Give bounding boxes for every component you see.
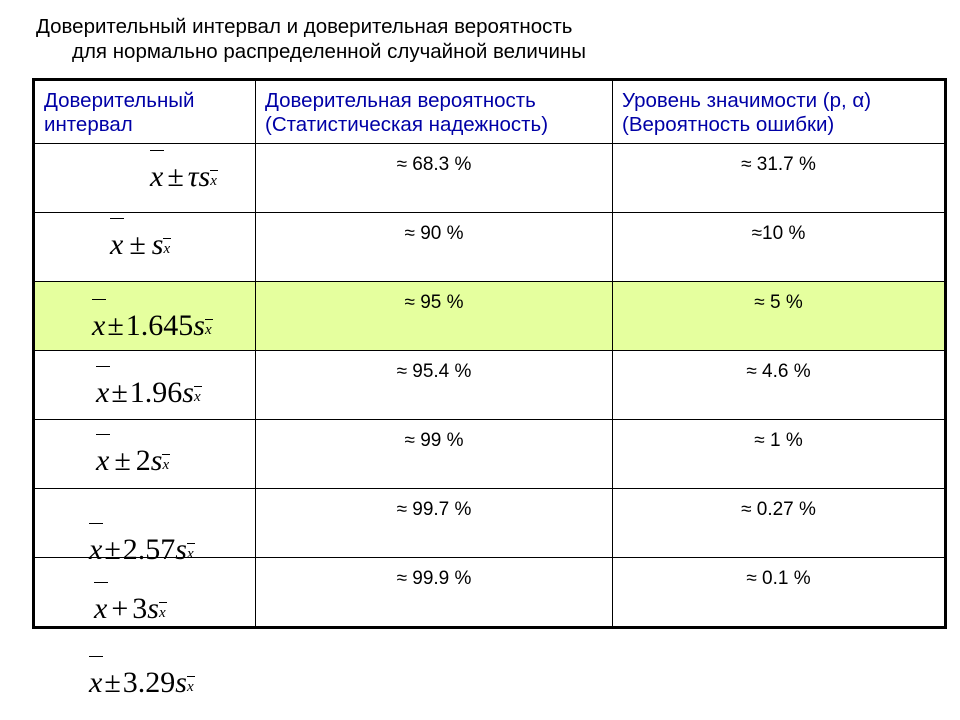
significance-value: ≈ 5 % <box>754 292 803 313</box>
header-cell-probability <box>256 80 613 144</box>
formula-s: s <box>147 592 159 625</box>
significance-value: ≈ 0.1 % <box>746 568 811 589</box>
significance-value: ≈ 1 % <box>754 430 803 451</box>
significance-cell <box>613 144 946 213</box>
formula-subscript: x <box>186 679 194 695</box>
formula-s: s <box>175 666 187 699</box>
table-header-row <box>34 80 946 144</box>
header-probability-line-1: Доверительная вероятность <box>265 89 536 112</box>
formula-subscript: x <box>204 322 212 338</box>
formula-subscript: x <box>210 173 217 189</box>
header-significance-line-2: (Вероятность ошибки) <box>622 113 835 136</box>
header-interval-line-2: интервал <box>44 113 133 136</box>
formula-operator: ± <box>167 160 184 193</box>
interval-formula <box>89 533 194 567</box>
formula-mean-x: x <box>96 444 110 477</box>
formula-subscript: x <box>158 605 166 621</box>
formula-subscript: x <box>186 546 194 562</box>
probability-cell <box>256 489 613 558</box>
header-interval-line-1: Доверительный <box>44 89 195 112</box>
probability-value: ≈ 95 % <box>404 292 464 313</box>
formula-coefficient: 3.29 <box>122 666 176 699</box>
probability-cell <box>256 213 613 282</box>
interval-formula <box>96 376 201 410</box>
interval-formula <box>96 444 170 478</box>
probability-cell <box>256 144 613 213</box>
formula-s: s <box>198 160 211 193</box>
title-line-2: для нормально распределенной случайной величины <box>72 40 586 63</box>
probability-cell <box>256 420 613 489</box>
formula-coefficient: 3 <box>132 592 148 625</box>
formula-mean-x: x <box>96 376 110 409</box>
significance-cell <box>613 213 946 282</box>
significance-value: ≈ 31.7 % <box>741 154 816 175</box>
header-cell-interval <box>34 80 256 144</box>
table-row <box>34 213 946 282</box>
significance-value: ≈10 % <box>751 223 806 244</box>
interval-cell <box>34 144 256 213</box>
significance-cell <box>613 558 946 628</box>
header-cell-significance <box>613 80 946 144</box>
interval-formula <box>94 592 166 626</box>
table-row <box>34 558 946 628</box>
formula-subscript: x <box>162 457 170 473</box>
formula-operator: + <box>111 592 129 625</box>
formula-mean-x: x <box>92 309 106 342</box>
title-line-1: Доверительный интервал и доверительная вероятность <box>36 15 573 38</box>
probability-cell <box>256 351 613 420</box>
probability-cell <box>256 282 613 351</box>
interval-formula <box>89 666 194 700</box>
probability-value: ≈ 90 % <box>404 223 464 244</box>
formula-s: s <box>175 533 187 566</box>
formula-operator: ± <box>104 666 121 699</box>
formula-subscript: x <box>193 389 201 405</box>
formula-operator: ± <box>104 533 121 566</box>
probability-value: ≈ 95.4 % <box>396 361 472 382</box>
formula-s: s <box>151 228 164 261</box>
significance-cell <box>613 351 946 420</box>
formula-coefficient: 2.57 <box>122 533 176 566</box>
interval-formula <box>110 228 171 262</box>
formula-subscript: x <box>163 241 171 257</box>
formula-s: s <box>150 444 163 477</box>
interval-formula <box>150 160 217 194</box>
formula-operator: ± <box>111 376 128 409</box>
formula-s: s <box>182 376 194 409</box>
probability-value: ≈ 99.9 % <box>396 568 472 589</box>
formula-operator: ± <box>114 444 131 477</box>
formula-mean-x: x <box>150 160 164 193</box>
probability-value: ≈ 99.7 % <box>396 499 472 520</box>
formula-coefficient: 2 <box>135 444 151 477</box>
formula-mean-x: x <box>94 592 108 625</box>
formula-coefficient: 1.96 <box>129 376 183 409</box>
header-probability-line-2: (Статистическая надежность) <box>265 113 549 136</box>
significance-cell <box>613 282 946 351</box>
formula-mean-x: x <box>89 666 103 699</box>
probability-value: ≈ 68.3 % <box>396 154 472 175</box>
significance-value: ≈ 4.6 % <box>746 361 811 382</box>
formula-coefficient: 1.645 <box>125 309 194 342</box>
formula-operator: ± <box>107 309 124 342</box>
header-significance-line-1: Уровень значимости (p, α) <box>622 89 872 112</box>
significance-value: ≈ 0.27 % <box>741 499 816 520</box>
probability-value: ≈ 99 % <box>404 430 464 451</box>
interval-formula <box>92 309 212 343</box>
page-title <box>36 14 586 64</box>
probability-cell <box>256 558 613 628</box>
formula-coefficient: τ <box>187 160 199 193</box>
formula-operator: ± <box>129 228 146 261</box>
significance-cell <box>613 420 946 489</box>
formula-s: s <box>193 309 205 342</box>
significance-cell <box>613 489 946 558</box>
formula-mean-x: x <box>110 228 124 261</box>
formula-mean-x: x <box>89 533 103 566</box>
